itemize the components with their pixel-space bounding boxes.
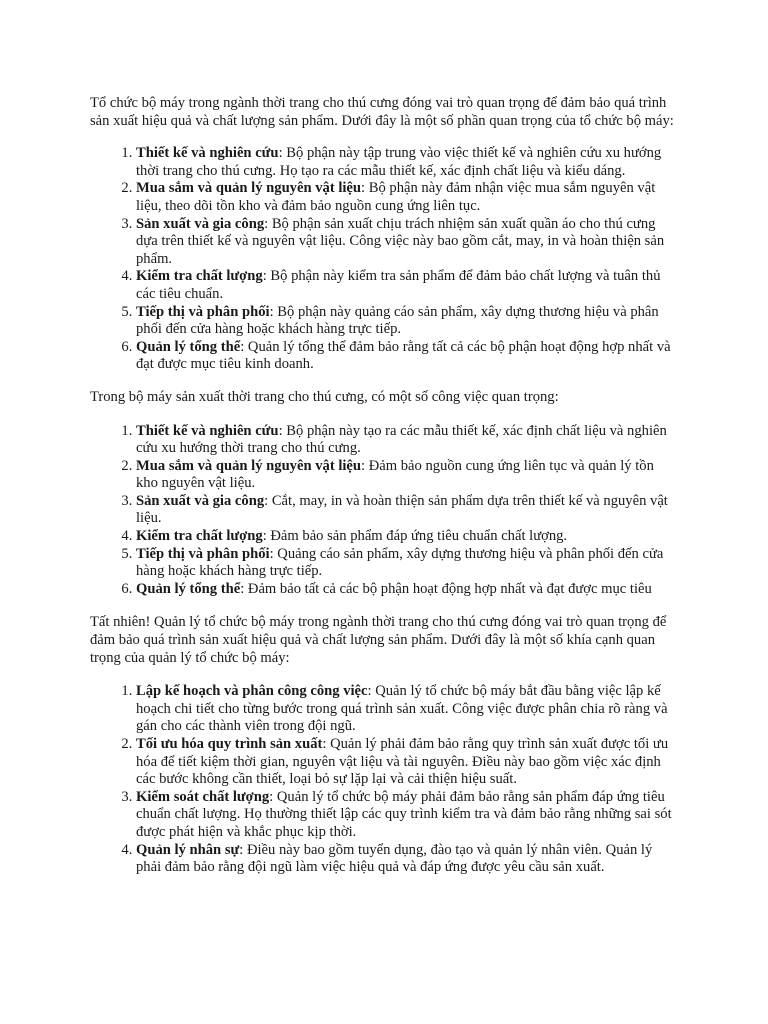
list-item	[136, 180, 678, 215]
section1-list	[90, 145, 678, 374]
item-term: Thiết kế và nghiên cứu	[136, 145, 279, 162]
item-term: Kiểm tra chất lượng	[136, 528, 263, 545]
item-desc: : Bộ phận này tập trung vào việc thiết kế và nghiên cứu xu hướng thời trang cho thú cưng. Họ tạo ra các mẫu thiết kế, xác định chất liệu và kiểu dáng.	[136, 145, 662, 179]
list-item	[136, 789, 678, 842]
list-item	[136, 268, 678, 303]
list-item	[136, 528, 678, 546]
item-desc: : Bộ phận này tạo ra các mẫu thiết kế, xác định chất liệu và nghiên cứu xu hướng thời trang cho thú cưng.	[136, 422, 667, 457]
list-item	[136, 736, 678, 789]
list-item	[136, 423, 678, 458]
list-item	[136, 842, 678, 877]
item-term: Tiếp thị và phân phối	[136, 303, 270, 320]
item-desc: : Bộ phận này đảm nhận việc mua sắm nguyên vật liệu, theo dõi tồn kho và đảm bảo nguồn cung ứng liên tục.	[136, 180, 656, 214]
item-desc: : Cắt, may, in và hoàn thiện sản phẩm dựa trên thiết kế và nguyên vật liệu.	[136, 492, 668, 527]
item-term: Thiết kế và nghiên cứu	[136, 422, 279, 439]
section3-list	[90, 683, 678, 877]
item-desc: : Điều này bao gồm tuyển dụng, đào tạo và quản lý nhân viên. Quản lý phải đảm bảo rằng đội ngũ làm việc hiệu quả và đáp ứng được yêu cầu sản xuất.	[136, 841, 653, 876]
item-term: Kiểm tra chất lượng	[136, 268, 263, 285]
section2-intro: Trong bộ máy sản xuất thời trang cho thú cưng, có một số công việc quan trọng:	[90, 388, 559, 405]
item-desc: : Quản lý phải đảm bảo rằng quy trình sản xuất được tối ưu hóa để tiết kiệm thời gian, nguyên vật liệu và tài nguyên. Điều này bao gồm việc xác định các bước không cần thiết, loại bỏ sự lặp lại và cải thiện hiệu suất.	[136, 736, 669, 788]
item-term: Mua sắm và quản lý nguyên vật liệu	[136, 180, 362, 197]
list-item	[136, 304, 678, 339]
item-desc: : Quản lý tổng thể đảm bảo rằng tất cả các bộ phận hoạt động hợp nhất và đạt được mục tiêu kinh doanh.	[136, 338, 671, 373]
item-desc: : Bộ phận này quảng cáo sản phẩm, xây dựng thương hiệu và phân phối đến cửa hàng hoặc khách hàng trực tiếp.	[136, 303, 659, 338]
item-term: Mua sắm và quản lý nguyên vật liệu	[136, 457, 362, 474]
list-item	[136, 216, 678, 269]
item-desc: : Quản lý tổ chức bộ máy bắt đầu bằng việc lập kế hoạch chi tiết cho từng bước trong quá trình sản xuất. Công việc được phân chia rõ ràng và gán cho các thành viên trong đội ngũ.	[136, 683, 668, 735]
list-item	[136, 339, 678, 374]
item-term: Quản lý tổng thể	[136, 580, 241, 597]
section1-intro: Tổ chức bộ máy trong ngành thời trang cho thú cưng đóng vai trò quan trọng để đảm bảo quá trình sản xuất hiệu quả và chất lượng sản phẩm. Dưới đây là một số phần quan trọng của tổ chức bộ máy:	[90, 95, 674, 129]
item-term: Kiểm soát chất lượng	[136, 788, 270, 805]
item-desc: : Đảm bảo sản phẩm đáp ứng tiêu chuẩn chất lượng.	[262, 528, 568, 545]
item-term: Quản lý tổng thể	[136, 338, 241, 355]
item-term: Lập kế hoạch và phân công công việc	[136, 683, 368, 700]
section3-intro: Tất nhiên! Quản lý tổ chức bộ máy trong ngành thời trang cho thú cưng đóng vai trò quan trọng để đảm bảo quá trình sản xuất hiệu quả và chất lượng sản phẩm. Dưới đây là một số khía cạnh quan trọng của quản lý tổ chức bộ máy:	[90, 614, 667, 666]
item-term: Sản xuất và gia công	[136, 492, 265, 509]
section2-list	[90, 423, 678, 599]
list-item	[136, 546, 678, 581]
list-item	[136, 493, 678, 528]
item-term: Tối ưu hóa quy trình sản xuất	[136, 736, 323, 752]
item-desc: : Bộ phận này kiểm tra sản phẩm để đảm bảo chất lượng và tuân thủ các tiêu chuẩn.	[136, 268, 661, 302]
list-item	[136, 145, 678, 180]
item-term: Sản xuất và gia công	[136, 215, 265, 232]
item-desc: : Quảng cáo sản phẩm, xây dựng thương hiệu và phân phối đến cửa hàng hoặc khách hàng trực tiếp.	[136, 545, 664, 580]
list-item	[136, 458, 678, 493]
item-term: Quản lý nhân sự	[136, 841, 240, 858]
item-term: Tiếp thị và phân phối	[136, 545, 270, 562]
item-desc: : Quản lý tổ chức bộ máy phải đảm bảo rằng sản phẩm đáp ứng tiêu chuẩn chất lượng. Họ thường thiết lập các quy trình kiểm tra và đảm bảo rằng những sai sót được phát hiện và khắc phục kịp thời.	[136, 788, 672, 840]
item-desc: : Bộ phận sản xuất chịu trách nhiệm sản xuất quần áo cho thú cưng dựa trên thiết kế và nguyên vật liệu. Công việc này bao gồm cắt, may, in và hoàn thiện sản phẩm.	[136, 215, 665, 267]
list-item	[136, 683, 678, 736]
list-item	[136, 581, 678, 599]
item-desc: : Đảm bảo tất cả các bộ phận hoạt động hợp nhất và đạt được mục tiêu	[240, 580, 652, 597]
item-desc: : Đảm bảo nguồn cung ứng liên tục và quản lý tồn kho nguyên vật liệu.	[136, 457, 654, 492]
